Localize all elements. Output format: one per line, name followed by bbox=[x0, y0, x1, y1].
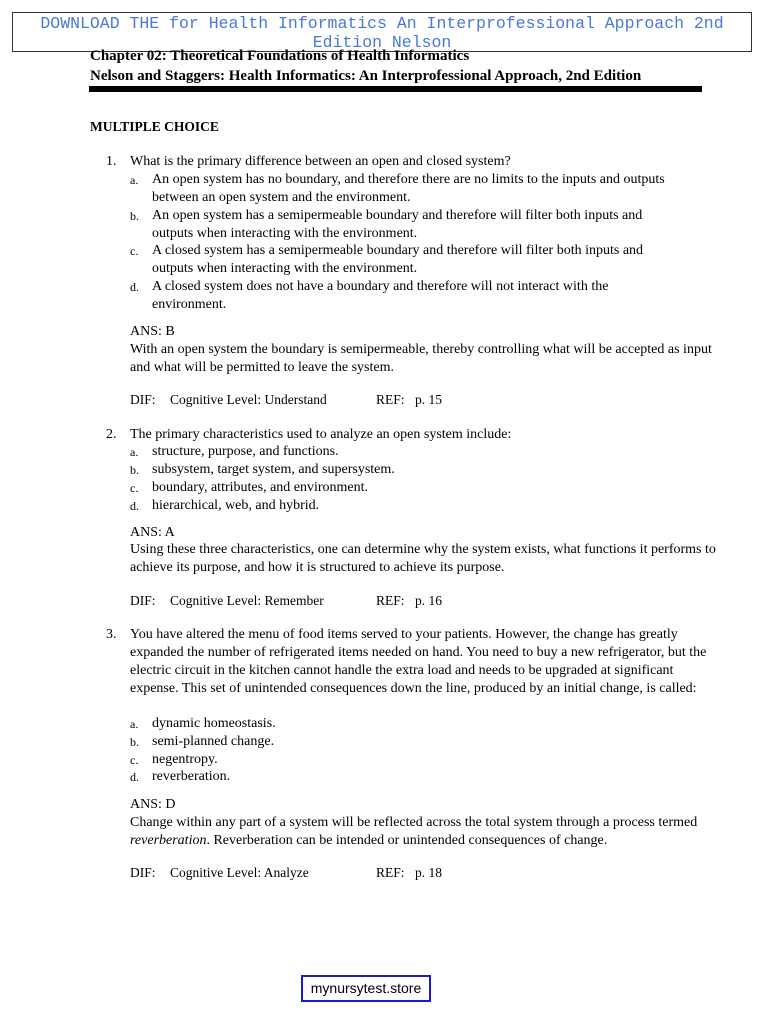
option-letter: b. bbox=[130, 209, 139, 223]
option-text: boundary, attributes, and environment. bbox=[152, 480, 369, 495]
option-letter: d. bbox=[130, 499, 139, 513]
ref-label: REF: bbox=[376, 593, 405, 608]
answer: ANS: D bbox=[130, 797, 176, 812]
option-letter: a. bbox=[130, 173, 139, 187]
option-text: structure, purpose, and functions. bbox=[152, 444, 339, 459]
rationale bbox=[130, 541, 720, 577]
option-letter: a. bbox=[130, 445, 139, 459]
option-text: semi-planned change. bbox=[152, 734, 275, 749]
answer: ANS: B bbox=[130, 324, 175, 339]
rationale-emphasis: reverberation bbox=[130, 833, 207, 848]
question-stem: You have altered the menu of food items served to your patients. However, the change has greatly expanded the number of refrigerated items needed on hand. You need to buy a new refrigerator, but the electric circuit in the kitchen cannot handle the extra load and needs to be upgraded at significant expense. This set of unintended consequences down the line, produced by an initial change, is called: bbox=[130, 627, 707, 696]
dif-value: Cognitive Level: Analyze bbox=[170, 865, 309, 880]
ref-label: REF: bbox=[376, 865, 405, 880]
rationale-text-end: . Reverberation can be intended or unintended consequences of change. bbox=[206, 833, 608, 848]
section-title: MULTIPLE CHOICE bbox=[90, 119, 219, 134]
rationale bbox=[130, 814, 720, 850]
chapter-title: Chapter 02: Theoretical Foundations of Health Informatics bbox=[90, 48, 470, 64]
option-letter: d. bbox=[130, 770, 139, 784]
book-title: Nelson and Staggers: Health Informatics: An Interprofessional Approach, 2nd Edition bbox=[90, 68, 642, 84]
option-text: dynamic homeostasis. bbox=[152, 716, 276, 731]
option-letter: c. bbox=[130, 753, 139, 767]
option-text: A closed system does not have a boundary and therefore will not interact with the environment. bbox=[152, 279, 609, 312]
rationale-text: Change within any part of a system will be reflected across the total system through a process termed bbox=[130, 815, 698, 830]
option-letter: a. bbox=[130, 717, 139, 731]
question-number: 1. bbox=[106, 154, 117, 169]
dif-value: Cognitive Level: Remember bbox=[170, 593, 324, 608]
option-text: hierarchical, web, and hybrid. bbox=[152, 498, 320, 513]
dif-value: Cognitive Level: Understand bbox=[170, 392, 327, 407]
answer: ANS: A bbox=[130, 525, 175, 540]
option-letter: b. bbox=[130, 463, 139, 477]
rationale bbox=[130, 341, 720, 377]
dif-label: DIF: bbox=[130, 865, 156, 880]
option-text: A closed system has a semipermeable boundary and therefore will filter both inputs and outputs when interacting with the environment. bbox=[152, 243, 644, 276]
option-text: An open system has a semipermeable boundary and therefore will filter both inputs and outputs when interacting with the environment. bbox=[152, 208, 643, 241]
ref-value: p. 16 bbox=[415, 593, 442, 608]
question-number: 3. bbox=[106, 627, 117, 642]
question-stem: The primary characteristics used to analyze an open system include: bbox=[130, 427, 512, 442]
header-rule bbox=[89, 86, 702, 92]
rationale-text: Using these three characteristics, one can determine why the system exists, what functions it performs to achieve its purpose, and how it is structured to achieve its purpose. bbox=[130, 542, 716, 575]
option-letter: b. bbox=[130, 735, 139, 749]
dif-label: DIF: bbox=[130, 593, 156, 608]
option-letter: c. bbox=[130, 481, 139, 495]
banner-line-2: Edition Nelson bbox=[312, 33, 452, 52]
option-text: negentropy. bbox=[152, 752, 218, 767]
dif-label: DIF: bbox=[130, 392, 156, 407]
question-stem: What is the primary difference between an open and closed system? bbox=[130, 154, 511, 169]
banner-line-1: DOWNLOAD THE for Health Informatics An Interprofessional Approach 2nd bbox=[40, 14, 724, 33]
option-letter: d. bbox=[130, 280, 139, 294]
question-number: 2. bbox=[106, 427, 117, 442]
option-text: subsystem, target system, and supersystem. bbox=[152, 462, 395, 477]
ref-value: p. 15 bbox=[415, 392, 442, 407]
option-text: reverberation. bbox=[152, 769, 231, 784]
ref-value: p. 18 bbox=[415, 865, 442, 880]
option-text: An open system has no boundary, and therefore there are no limits to the inputs and outputs between an open system and the environment. bbox=[152, 172, 665, 205]
rationale-text: With an open system the boundary is semipermeable, thereby controlling what will be accepted as input and what will be permitted to leave the system. bbox=[130, 342, 712, 375]
ref-label: REF: bbox=[376, 392, 405, 407]
footer-site-link[interactable]: mynursytest.store bbox=[301, 975, 431, 1002]
option-letter: c. bbox=[130, 244, 139, 258]
download-banner[interactable] bbox=[12, 12, 752, 52]
